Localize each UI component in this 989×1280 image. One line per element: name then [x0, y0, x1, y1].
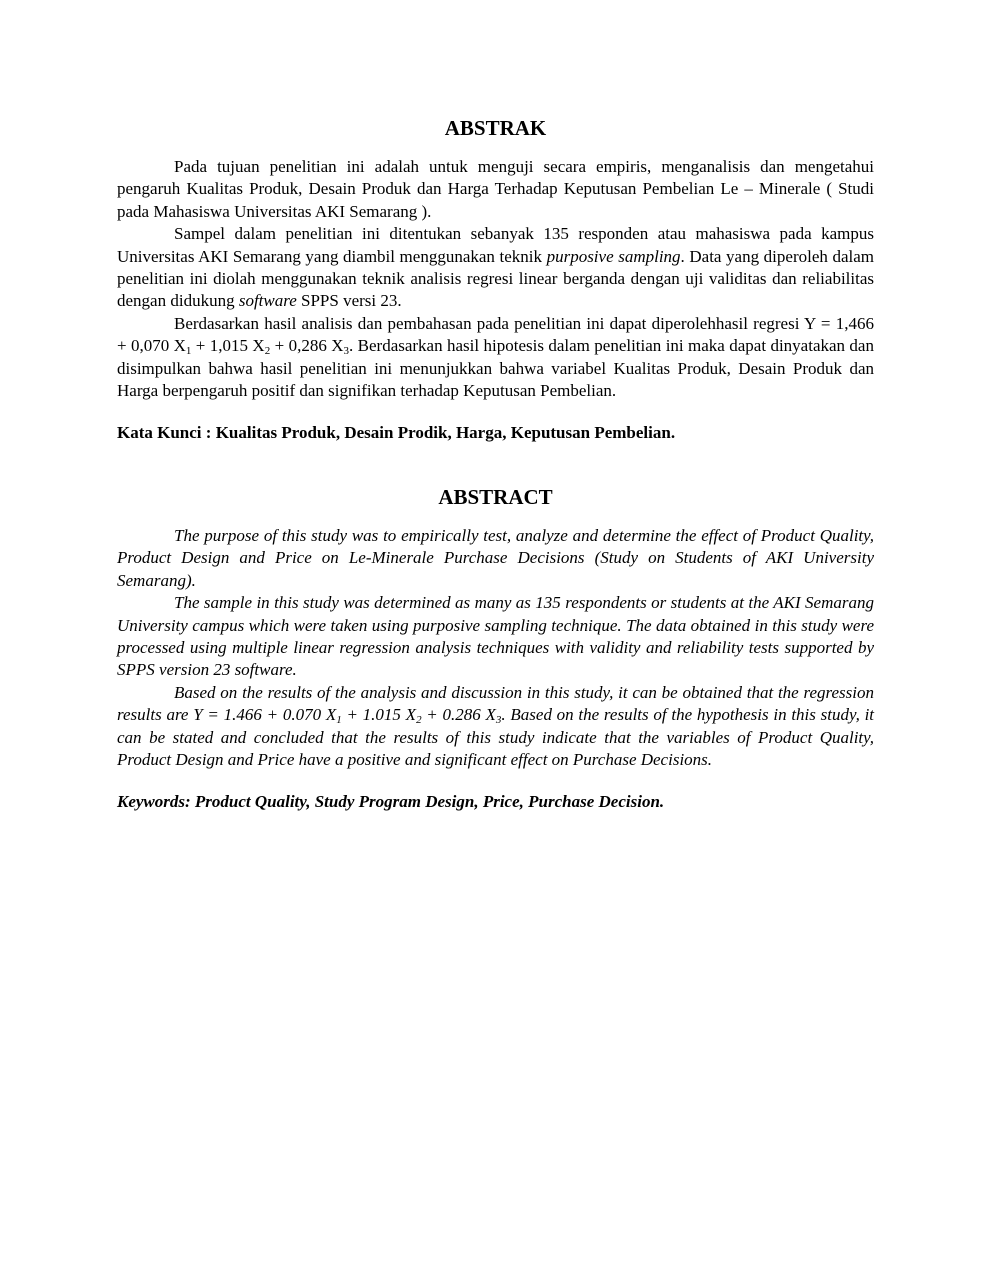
- abstrak-p2-emphasis-2: software: [238, 291, 297, 311]
- abstract-body: [117, 525, 874, 771]
- abstrak-p3-text-a: Berdasarkan hasil analisis dan pembahasan pada penelitian ini dapat diperolehhasil regresi Y = 1,466 + 0,070 X: [117, 313, 874, 356]
- abstrak-p3-text-b: + 1,015 X: [191, 336, 265, 356]
- abstract-paragraph-1: The purpose of this study was to empirically test, analyze and determine the effect of Product Quality, Product Design and Price on Le-Minerale Purchase Decisions (Study on Students of AKI University Semarang).: [117, 525, 874, 590]
- abstrak-p3-text-c: + 0,286 X: [270, 336, 344, 356]
- abstrak-p2-text-a: Sampel dalam penelitian ini ditentukan sebanyak 135 responden atau mahasiswa pada kampus Universitas AKI Semarang yang diambil menggunakan teknik: [117, 224, 874, 266]
- document-page: [117, 114, 874, 814]
- abstrak-p3-text-d: . Berdasarkan hasil hipotesis dalam penelitian ini maka dapat dinyatakan dan disimpulkan bahwa hasil penelitian ini menunjukkan bahwa variabel Kualitas Produk, Desain Produk dan Harga berpengaruh positif dan signifikan terhadap Keputusan Pembelian.: [117, 336, 874, 401]
- abstract-p3-sub-3: 3: [495, 714, 502, 727]
- abstract-p3-sub-2: 2: [416, 714, 422, 727]
- abstrak-body: [117, 156, 874, 402]
- abstrak-p3-sub-2: 2: [264, 345, 271, 358]
- abstrak-p2-text-b: . Data yang diperoleh dalam penelitian ini diolah menggunakan teknik analisis regresi linear berganda dengan uji validitas dan reliabilitas dengan didukung: [117, 246, 874, 311]
- abstract-paragraph-3: [117, 682, 874, 772]
- abstract-section: [117, 483, 874, 814]
- abstrak-keywords: Kata Kunci : Kualitas Produk, Desain Prodik, Harga, Keputusan Pembelian.: [117, 423, 676, 443]
- abstract-p3-text-b: + 1.015 X: [341, 705, 417, 725]
- abstrak-p2-text-c: SPPS versi 23.: [296, 291, 402, 311]
- abstract-p3-text-a: Based on the results of the analysis and discussion in this study, it can be obtained that the regression results are Y = 1.466 + 0.070 X: [117, 682, 874, 725]
- abstrak-paragraph-3: [117, 313, 874, 403]
- abstrak-paragraph-1: Pada tujuan penelitian ini adalah untuk menguji secara empiris, menganalisis dan mengetahui pengaruh Kualitas Produk, Desain Produk dan Harga Terhadap Keputusan Pembelian Le – Minerale ( Studi pada Mahasiswa Universitas AKI Semarang ).: [117, 157, 874, 221]
- abstract-p3-text-c: + 0.286 X: [421, 705, 496, 725]
- abstract-title: ABSTRACT: [438, 484, 553, 509]
- abstract-paragraph-2: The sample in this study was determined as many as 135 respondents or students at the AKI Semarang University campus which were taken using purposive sampling technique. The data obtained in this study were processed using multiple linear regression analysis techniques with validity and reliability tests supported by SPPS version 23 software.: [117, 593, 874, 680]
- abstract-p3-sub-1: 1: [336, 714, 342, 727]
- abstract-p3-text-d: . Based on the results of the hypothesis in this study, it can be stated and concluded that the results of this study indicate that the variables of Product Quality, Product Design and Price have a positive and significant effect on Purchase Decisions.: [117, 705, 875, 769]
- abstract-keywords: Keywords: Product Quality, Study Program Design, Price, Purchase Decision.: [117, 792, 665, 812]
- abstrak-paragraph-2: [117, 223, 874, 313]
- abstrak-p3-sub-1: 1: [185, 345, 192, 358]
- abstrak-p2-emphasis: purposive sampling: [546, 246, 681, 266]
- abstrak-section: [117, 114, 874, 445]
- abstrak-p3-sub-3: 3: [343, 345, 349, 358]
- abstrak-title: ABSTRAK: [444, 116, 547, 140]
